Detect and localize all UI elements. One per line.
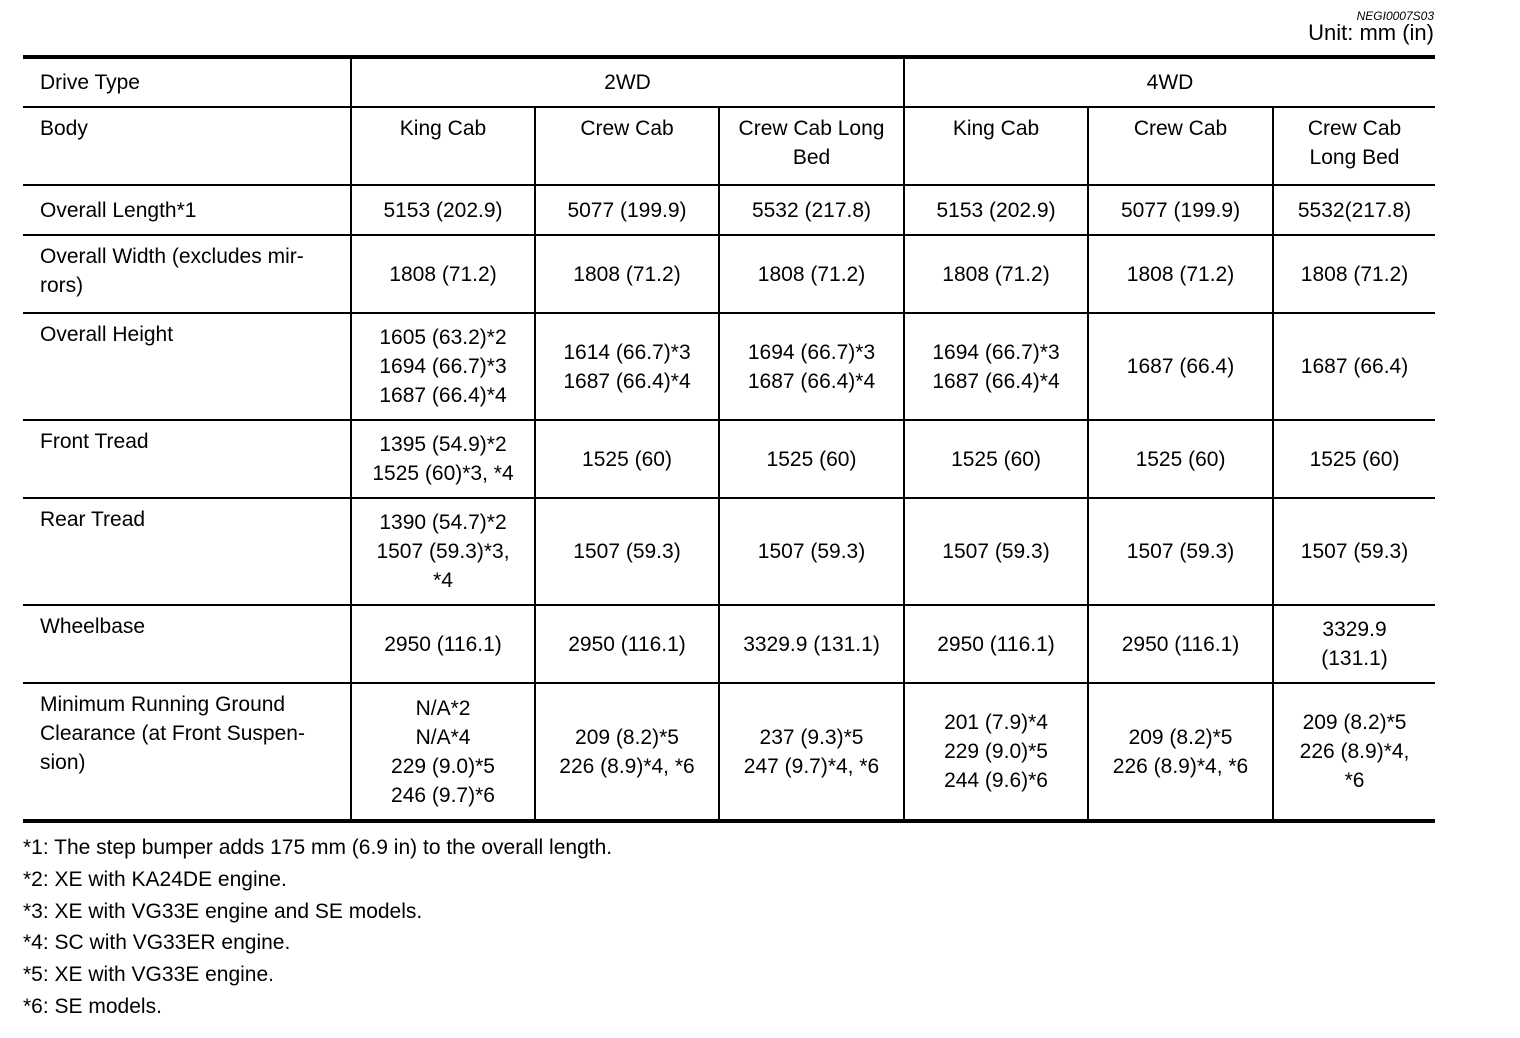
footnote-3: *3: XE with VG33E engine and SE models. (23, 899, 423, 923)
document-code: NEGI0007S03 (1356, 9, 1434, 23)
table-cell: 1507 (59.3) (1088, 498, 1273, 605)
footnote-4: *4: SC with VG33ER engine. (23, 931, 291, 955)
table-cell: 1390 (54.7)*2 1507 (59.3)*3, *4 (351, 498, 535, 605)
drive-type-row (23, 57, 1435, 107)
table-cell: 209 (8.2)*5 226 (8.9)*4, *6 (1088, 683, 1273, 821)
footnotes (23, 832, 612, 1023)
footnote-6: *6: SE models. (23, 994, 162, 1018)
table-cell: 3329.9 (131.1) (719, 605, 904, 683)
body-header-4: King Cab (904, 107, 1088, 185)
table-cell: 1808 (71.2) (719, 235, 904, 313)
table-cell: 1507 (59.3) (719, 498, 904, 605)
unit-label: Unit: mm (in) (1308, 20, 1434, 45)
table-cell: 5532 (217.8) (719, 185, 904, 235)
row-label: Overall Length*1 (23, 185, 351, 235)
table-cell: 5077 (199.9) (535, 185, 719, 235)
table-cell: 1687 (66.4) (1273, 313, 1435, 420)
table-cell: 1808 (71.2) (1088, 235, 1273, 313)
table-cell: 5153 (202.9) (904, 185, 1088, 235)
table-cell: 1507 (59.3) (904, 498, 1088, 605)
table-cell: 1808 (71.2) (1273, 235, 1435, 313)
dimensions-table (23, 55, 1435, 823)
table-cell: 2950 (116.1) (904, 605, 1088, 683)
table-cell: 1808 (71.2) (351, 235, 535, 313)
table-cell: 1395 (54.9)*2 1525 (60)*3, *4 (351, 420, 535, 498)
table-cell: 1525 (60) (1088, 420, 1273, 498)
table-row (23, 235, 1435, 313)
body-row (23, 107, 1435, 185)
body-header-3: Crew Cab Long Bed (719, 107, 904, 185)
table-cell: 209 (8.2)*5 226 (8.9)*4, *6 (1273, 683, 1435, 821)
table-cell: 5532(217.8) (1273, 185, 1435, 235)
table-cell: 2950 (116.1) (535, 605, 719, 683)
table-cell: 1694 (66.7)*3 1687 (66.4)*4 (719, 313, 904, 420)
table-row (23, 185, 1435, 235)
table-cell: 1507 (59.3) (1273, 498, 1435, 605)
table-row (23, 420, 1435, 498)
table-cell: 1507 (59.3) (535, 498, 719, 605)
row-label: Front Tread (23, 420, 351, 498)
body-header-6: Crew Cab Long Bed (1273, 107, 1435, 185)
drive-type-label: Drive Type (23, 57, 351, 107)
table-row (23, 683, 1435, 821)
table-row (23, 498, 1435, 605)
table-cell: 1687 (66.4) (1088, 313, 1273, 420)
table-cell: 5153 (202.9) (351, 185, 535, 235)
footnote-1: *1: The step bumper adds 175 mm (6.9 in) to the overall length. (23, 836, 613, 859)
table-cell: 1525 (60) (904, 420, 1088, 498)
table-cell: 1808 (71.2) (904, 235, 1088, 313)
row-label: Minimum Running Ground Clearance (at Front Suspen- sion) (23, 683, 351, 821)
drive-4wd-header: 4WD (904, 57, 1435, 107)
footnote-5: *5: XE with VG33E engine. (23, 963, 274, 987)
table-cell: 2950 (116.1) (1088, 605, 1273, 683)
footnote-2: *2: XE with KA24DE engine. (23, 867, 287, 891)
table-row (23, 605, 1435, 683)
table-cell: N/A*2 N/A*4 229 (9.0)*5 246 (9.7)*6 (351, 683, 535, 821)
drive-2wd-header: 2WD (351, 57, 904, 107)
row-label: Overall Width (excludes mir- rors) (23, 235, 351, 313)
table-cell: 1808 (71.2) (535, 235, 719, 313)
table-cell: 1614 (66.7)*3 1687 (66.4)*4 (535, 313, 719, 420)
body-header-5: Crew Cab (1088, 107, 1273, 185)
table-cell: 1525 (60) (535, 420, 719, 498)
row-label: Wheelbase (23, 605, 351, 683)
table-cell: 5077 (199.9) (1088, 185, 1273, 235)
table-cell: 2950 (116.1) (351, 605, 535, 683)
body-header-1: King Cab (351, 107, 535, 185)
table-cell: 1694 (66.7)*3 1687 (66.4)*4 (904, 313, 1088, 420)
table-cell: 3329.9 (131.1) (1273, 605, 1435, 683)
row-label: Rear Tread (23, 498, 351, 605)
body-header-2: Crew Cab (535, 107, 719, 185)
table-cell: 1525 (60) (1273, 420, 1435, 498)
table-row (23, 313, 1435, 420)
table-cell: 1525 (60) (719, 420, 904, 498)
table-cell: 201 (7.9)*4 229 (9.0)*5 244 (9.6)*6 (904, 683, 1088, 821)
body-label: Body (23, 107, 351, 185)
row-label: Overall Height (23, 313, 351, 420)
table-cell: 209 (8.2)*5 226 (8.9)*4, *6 (535, 683, 719, 821)
table-cell: 1605 (63.2)*2 1694 (66.7)*3 1687 (66.4)*4 (351, 313, 535, 420)
table-cell: 237 (9.3)*5 247 (9.7)*4, *6 (719, 683, 904, 821)
